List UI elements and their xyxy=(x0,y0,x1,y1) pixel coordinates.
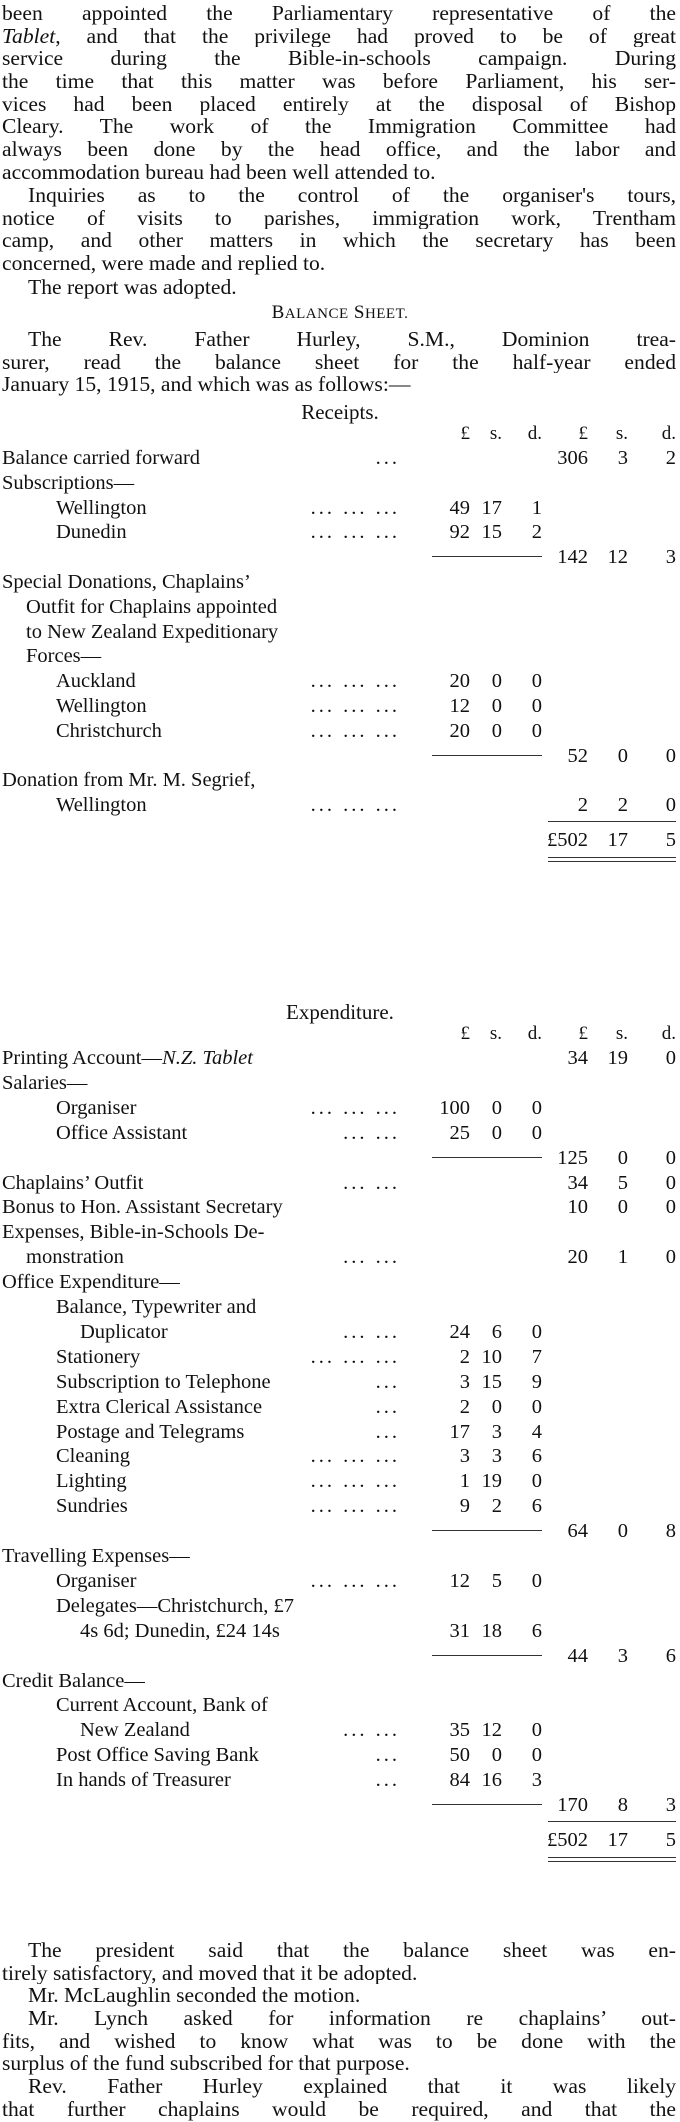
text-line: The Rev. Father Hurley, S.M., Dominion trea- xyxy=(28,328,676,351)
text-line: vices had been placed entirely at the disposal of Bishop xyxy=(2,92,676,116)
amount-cell: 0 xyxy=(665,1196,676,1219)
row-label: New Zealand xyxy=(80,1719,190,1742)
text-line: fits, and wished to know what was to be done with the xyxy=(2,2029,676,2053)
italic-title: N.Z. Tablet xyxy=(162,1047,253,1069)
amount-cell: 20 xyxy=(449,670,470,693)
table-row xyxy=(0,1271,680,1295)
amount-cell: 0 xyxy=(491,670,502,693)
table-row xyxy=(0,571,680,595)
table-row xyxy=(0,1719,680,1743)
amount-cell: 34 xyxy=(567,1047,588,1069)
total-amount: £502 xyxy=(547,829,588,851)
table-row xyxy=(0,1744,680,1768)
table-row xyxy=(0,695,680,719)
amount-cell: 6 xyxy=(531,1495,542,1518)
row-label: Travelling Expenses— xyxy=(2,1545,190,1567)
table-row xyxy=(0,745,680,769)
heading-rest: HEET. xyxy=(364,306,409,322)
amount-cell: 5 xyxy=(491,1569,502,1592)
subtotal-rule xyxy=(432,1157,542,1158)
amount-cell: 2 xyxy=(577,794,588,817)
table-row xyxy=(0,1172,680,1196)
amount-cell: 6 xyxy=(531,1619,542,1642)
table-row xyxy=(0,621,680,645)
table-row xyxy=(0,546,680,570)
leader-dots: ... xyxy=(375,447,400,469)
table-row xyxy=(0,645,680,669)
amount-cell: 6 xyxy=(665,1644,676,1667)
amount-cell: 2 xyxy=(491,1495,502,1518)
row-label: Postage and Telegrams xyxy=(56,1420,245,1443)
amount-cell: 6 xyxy=(491,1320,502,1343)
row-label: 4s 6d; Dunedin, £24 14s xyxy=(80,1619,280,1642)
amount-cell: 3 xyxy=(665,546,676,569)
row-label: Duplicator xyxy=(80,1320,168,1343)
row-label: Special Donations, Chaplains’ xyxy=(2,571,251,593)
row-label: Forces— xyxy=(26,645,102,668)
closing-paragraph xyxy=(2,1939,676,2121)
table-row xyxy=(0,1321,680,1345)
leader-dots: ... ... ... xyxy=(310,1345,400,1368)
text-line: accommodation bureau had been well attended to. xyxy=(2,160,436,184)
amount-cell: 3 xyxy=(531,1769,542,1792)
amount-cell: 9 xyxy=(459,1495,470,1518)
leader-dots: ... ... ... xyxy=(310,1569,400,1592)
table-row xyxy=(0,1196,680,1220)
row-label: In hands of Treasurer xyxy=(56,1769,231,1792)
table-row xyxy=(0,1246,680,1270)
row-label: Organiser xyxy=(56,1569,137,1592)
table-row xyxy=(0,1670,680,1694)
total-rule xyxy=(548,1821,676,1822)
table-row xyxy=(0,596,680,620)
leader-dots: ... ... ... xyxy=(310,794,400,817)
table-row xyxy=(0,1421,680,1445)
amount-cell: 1 xyxy=(459,1470,470,1493)
amount-cell: 3 xyxy=(617,447,628,469)
amount-cell: 0 xyxy=(531,1569,542,1592)
row-label: Credit Balance— xyxy=(2,1669,145,1692)
amount-cell: 170 xyxy=(557,1794,588,1816)
row-label: Cleaning xyxy=(56,1445,131,1468)
table-row xyxy=(0,794,680,818)
column-header: s. xyxy=(615,1023,628,1044)
amount-cell: 15 xyxy=(481,521,502,544)
leader-dots: ... ... ... xyxy=(310,496,400,519)
amount-cell: 20 xyxy=(567,1246,588,1269)
row-label: Donation from Mr. M. Segrief, xyxy=(2,769,256,792)
table-row xyxy=(0,1122,680,1146)
leader-dots: ... ... xyxy=(343,1171,400,1194)
row-label: to New Zealand Expeditionary xyxy=(26,620,279,643)
amount-cell: 100 xyxy=(439,1096,470,1119)
amount-cell: 0 xyxy=(531,1096,542,1119)
text-line: always been done by the head office, and the labor and xyxy=(2,138,676,161)
leader-dots: ... xyxy=(375,1769,400,1792)
table-row xyxy=(0,521,680,545)
row-label: Stationery xyxy=(56,1345,141,1368)
amount-cell: 3 xyxy=(491,1420,502,1443)
amount-cell: 0 xyxy=(491,1395,502,1418)
table-row xyxy=(0,1694,680,1718)
table-row xyxy=(0,1445,680,1469)
leader-dots: ... ... xyxy=(343,1246,400,1269)
total-amount: £502 xyxy=(547,1828,588,1851)
leader-dots: ... ... xyxy=(343,1320,400,1343)
treasurer-paragraph xyxy=(2,328,676,396)
amount-cell: 0 xyxy=(491,695,502,717)
row-label: Subscriptions— xyxy=(2,471,135,494)
amount-cell: 2 xyxy=(459,1395,470,1418)
heading-rest: ALANCE xyxy=(284,306,349,322)
total-row xyxy=(0,1829,680,1853)
column-header: s. xyxy=(489,423,502,444)
leader-dots: ... xyxy=(375,1744,400,1767)
leader-dots: ... ... ... xyxy=(310,1470,400,1493)
total-row xyxy=(0,829,680,853)
amount-cell: 5 xyxy=(617,1171,628,1194)
subtotal-rule xyxy=(432,556,542,557)
row-label: Extra Clerical Assistance xyxy=(56,1395,263,1418)
total-double-rule xyxy=(548,857,676,862)
row-label: Chaplains’ Outfit xyxy=(2,1171,144,1194)
total-amount: 17 xyxy=(607,829,628,851)
amount-cell: 34 xyxy=(567,1171,588,1194)
text-line: notice of visits to parishes, immigration work, Trentham xyxy=(2,206,676,230)
amount-cell: 1 xyxy=(617,1246,628,1269)
column-header: £ xyxy=(460,1023,470,1044)
row-label: Wellington xyxy=(56,496,147,519)
amount-cell: 84 xyxy=(449,1769,470,1792)
text-line: the time that this matter was before Parliament, his ser- xyxy=(2,70,676,93)
amount-cell: 24 xyxy=(449,1320,470,1343)
amount-cell: 49 xyxy=(449,496,470,519)
leader-dots: ... xyxy=(375,1395,400,1418)
amount-cell: 125 xyxy=(557,1146,588,1169)
table-row xyxy=(0,1147,680,1171)
amount-cell: 0 xyxy=(665,794,676,817)
amount-cell: 3 xyxy=(459,1370,470,1393)
table-row xyxy=(0,472,680,496)
total-amount: 5 xyxy=(665,829,676,851)
amount-cell: 0 xyxy=(665,1146,676,1169)
table-row xyxy=(0,1296,680,1320)
amount-cell: 12 xyxy=(607,546,628,569)
amount-cell: 92 xyxy=(449,521,470,544)
row-label: Office Expenditure— xyxy=(2,1271,180,1294)
row-label: Lighting xyxy=(56,1470,127,1493)
amount-cell: 0 xyxy=(531,695,542,717)
column-header: d. xyxy=(661,1023,676,1044)
text-line: January 15, 1915, and which was as follows:— xyxy=(2,373,411,397)
amount-cell: 0 xyxy=(531,1320,542,1343)
column-header: £ xyxy=(578,423,588,444)
adopted-paragraph xyxy=(2,276,676,299)
amount-cell: 3 xyxy=(491,1445,502,1468)
receipts-title: Receipts. xyxy=(301,400,379,424)
row-label: Balance, Typewriter and xyxy=(56,1296,257,1318)
subtotal-rule xyxy=(432,1655,542,1656)
column-header: s. xyxy=(489,1023,502,1044)
amount-cell: 2 xyxy=(617,794,628,817)
heading-cap: S xyxy=(353,302,365,323)
column-header: d. xyxy=(527,423,542,444)
amount-cell: 142 xyxy=(557,546,588,569)
amount-cell: 17 xyxy=(449,1420,470,1443)
amount-cell: 6 xyxy=(531,1445,542,1468)
amount-cell: 12 xyxy=(449,1569,470,1592)
amount-cell: 3 xyxy=(617,1644,628,1667)
table-row xyxy=(0,447,680,471)
amount-cell: 35 xyxy=(449,1719,470,1742)
row-label: Balance carried forward xyxy=(2,447,201,469)
text-line: that further chaplains would be required, and that the xyxy=(2,2097,676,2121)
row-label: Printing Account—N.Z. Tablet xyxy=(2,1047,253,1069)
text-line xyxy=(2,25,676,48)
amount-cell: 0 xyxy=(491,1121,502,1144)
row-label: Sundries xyxy=(56,1495,128,1518)
text-line: Mr. Lynch asked for information re chaplains’ out- xyxy=(28,2007,676,2030)
row-label: Wellington xyxy=(56,794,147,817)
leader-dots: ... ... ... xyxy=(310,719,400,742)
amount-cell: 64 xyxy=(567,1520,588,1543)
amount-cell: 8 xyxy=(617,1794,628,1816)
leader-dots: ... xyxy=(375,1420,400,1443)
amount-cell: 52 xyxy=(567,744,588,767)
row-label: Bonus to Hon. Assistant Secretary xyxy=(2,1196,283,1219)
row-label: Dunedin xyxy=(56,521,127,544)
subtotal-rule xyxy=(432,1530,542,1531)
amount-cell: 10 xyxy=(481,1345,502,1368)
column-header: £ xyxy=(578,1023,588,1044)
table-row xyxy=(0,1047,680,1071)
amount-cell: 1 xyxy=(531,496,542,519)
amount-cell: 0 xyxy=(531,1121,542,1144)
table-row xyxy=(0,1570,680,1594)
row-label: Auckland xyxy=(56,670,136,693)
leader-dots: ... ... ... xyxy=(310,695,400,717)
total-amount: 17 xyxy=(607,1828,628,1851)
table-row xyxy=(0,1645,680,1669)
leader-dots: ... ... ... xyxy=(310,670,400,693)
row-label: Organiser xyxy=(56,1096,137,1119)
amount-cell: 0 xyxy=(531,1744,542,1767)
text-line: Mr. McLaughlin seconded the motion. xyxy=(28,1984,361,2008)
amount-cell: 12 xyxy=(481,1719,502,1742)
text-line: tirely satisfactory, and moved that it be adopted. xyxy=(2,1961,418,1985)
amount-cell: 0 xyxy=(617,1196,628,1219)
amount-cell: 31 xyxy=(449,1619,470,1642)
table-row xyxy=(0,769,680,793)
text-line: concerned, were made and replied to. xyxy=(2,252,326,275)
row-label: Delegates—Christchurch, £7 xyxy=(56,1594,294,1617)
table-row xyxy=(0,1470,680,1494)
amount-cell: 0 xyxy=(491,1744,502,1767)
leader-dots: ... ... ... xyxy=(310,521,400,544)
amount-cell: 0 xyxy=(491,719,502,742)
amount-cell: 0 xyxy=(531,1719,542,1742)
amount-cell: 17 xyxy=(481,496,502,519)
amount-cell: 18 xyxy=(481,1619,502,1642)
row-label: Expenses, Bible-in-Schools De- xyxy=(2,1221,265,1244)
italic-title: Tablet xyxy=(2,24,56,48)
table-row xyxy=(0,1545,680,1569)
amount-cell: 19 xyxy=(481,1470,502,1493)
amount-cell: 16 xyxy=(481,1769,502,1792)
amount-cell: 2 xyxy=(459,1345,470,1368)
expenditure-title: Expenditure. xyxy=(286,1000,394,1024)
text-line: The report was adopted. xyxy=(28,276,237,299)
amount-cell: 2 xyxy=(665,447,676,469)
text-line: surer, read the balance sheet for the half-year ended xyxy=(2,350,676,374)
heading-cap: B xyxy=(271,302,285,323)
amount-cell: 7 xyxy=(531,1345,542,1368)
amount-cell: 12 xyxy=(449,695,470,717)
table-row xyxy=(0,1396,680,1420)
amount-cell: 19 xyxy=(607,1047,628,1069)
table-row xyxy=(0,1495,680,1519)
amount-cell: 0 xyxy=(665,744,676,767)
table-row xyxy=(0,1221,680,1245)
amount-cell: 0 xyxy=(531,719,542,742)
table-row xyxy=(0,1794,680,1818)
inquiries-paragraph xyxy=(2,184,676,275)
amount-cell: 0 xyxy=(531,670,542,693)
column-header: d. xyxy=(661,423,676,444)
text-line: been appointed the Parliamentary representative of the xyxy=(2,2,676,25)
row-label: Current Account, Bank of xyxy=(56,1694,268,1717)
amount-cell: 3 xyxy=(665,1794,676,1816)
amount-cell: 20 xyxy=(449,719,470,742)
total-amount: 5 xyxy=(665,1828,676,1851)
amount-cell: 0 xyxy=(665,1047,676,1069)
subtotal-rule xyxy=(432,1804,542,1805)
row-label: Wellington xyxy=(56,695,147,717)
text-line: The president said that the balance sheet was en- xyxy=(28,1939,676,1962)
text-line: Rev. Father Hurley explained that it was likely xyxy=(28,2075,676,2098)
row-label: Salaries— xyxy=(2,1071,88,1094)
row-label: Christchurch xyxy=(56,719,162,742)
leader-dots: ... ... ... xyxy=(310,1096,400,1119)
amount-cell: 0 xyxy=(531,1470,542,1493)
subtotal-rule xyxy=(432,755,542,756)
amount-cell: 0 xyxy=(617,1520,628,1543)
table-row xyxy=(0,1072,680,1096)
text-line: surplus of the fund subscribed for that purpose. xyxy=(2,2052,410,2076)
amount-cell: 10 xyxy=(567,1196,588,1219)
amount-cell: 0 xyxy=(617,744,628,767)
table-row xyxy=(0,1346,680,1370)
total-rule xyxy=(548,821,676,822)
column-header: d. xyxy=(527,1023,542,1044)
text-line: Cleary. The work of the Immigration Committee had xyxy=(2,115,676,139)
amount-cell: 50 xyxy=(449,1744,470,1767)
text-line: service during the Bible-in-schools campaign. During xyxy=(2,47,676,71)
row-label: monstration xyxy=(26,1246,124,1269)
table-row xyxy=(0,497,680,521)
amount-cell: 8 xyxy=(665,1520,676,1543)
amount-cell: 15 xyxy=(481,1370,502,1393)
amount-cell: 0 xyxy=(531,1395,542,1418)
amount-cell: 25 xyxy=(449,1121,470,1144)
row-label: Outfit for Chaplains appointed xyxy=(26,595,278,618)
column-header: s. xyxy=(615,423,628,444)
amount-cell: 0 xyxy=(665,1246,676,1269)
column-header: £ xyxy=(460,423,470,444)
leader-dots: ... ... xyxy=(343,1719,400,1742)
amount-cell: 2 xyxy=(531,521,542,544)
amount-cell: 0 xyxy=(491,1096,502,1119)
amount-cell: 44 xyxy=(567,1644,588,1667)
table-row xyxy=(0,1520,680,1544)
row-label: Subscription to Telephone xyxy=(56,1370,271,1393)
text-line: camp, and other matters in which the secretary has been xyxy=(2,229,676,253)
amount-cell: 0 xyxy=(665,1171,676,1194)
amount-cell: 4 xyxy=(531,1420,542,1443)
text-line: Inquiries as to the control of the organiser's tours, xyxy=(28,184,676,207)
total-double-rule xyxy=(548,1857,676,1862)
table-row xyxy=(0,670,680,694)
table-row xyxy=(0,1097,680,1121)
table-row xyxy=(0,720,680,744)
amount-cell: 9 xyxy=(531,1370,542,1393)
table-row xyxy=(0,1620,680,1644)
amount-cell: 0 xyxy=(617,1146,628,1169)
amount-cell: 306 xyxy=(557,447,588,469)
balance-sheet-heading xyxy=(0,302,680,324)
leader-dots: ... xyxy=(375,1370,400,1393)
leader-dots: ... ... ... xyxy=(310,1445,400,1468)
leader-dots: ... ... xyxy=(343,1121,400,1144)
row-label: Office Assistant xyxy=(56,1121,188,1144)
table-row xyxy=(0,1371,680,1395)
intro-paragraph xyxy=(2,2,676,184)
text-fragment: , and that the privilege had proved to be of great xyxy=(55,24,676,48)
amount-cell: 3 xyxy=(459,1445,470,1468)
row-label: Post Office Saving Bank xyxy=(56,1744,259,1767)
leader-dots: ... ... ... xyxy=(310,1495,400,1518)
table-row xyxy=(0,1595,680,1619)
table-row xyxy=(0,1769,680,1793)
